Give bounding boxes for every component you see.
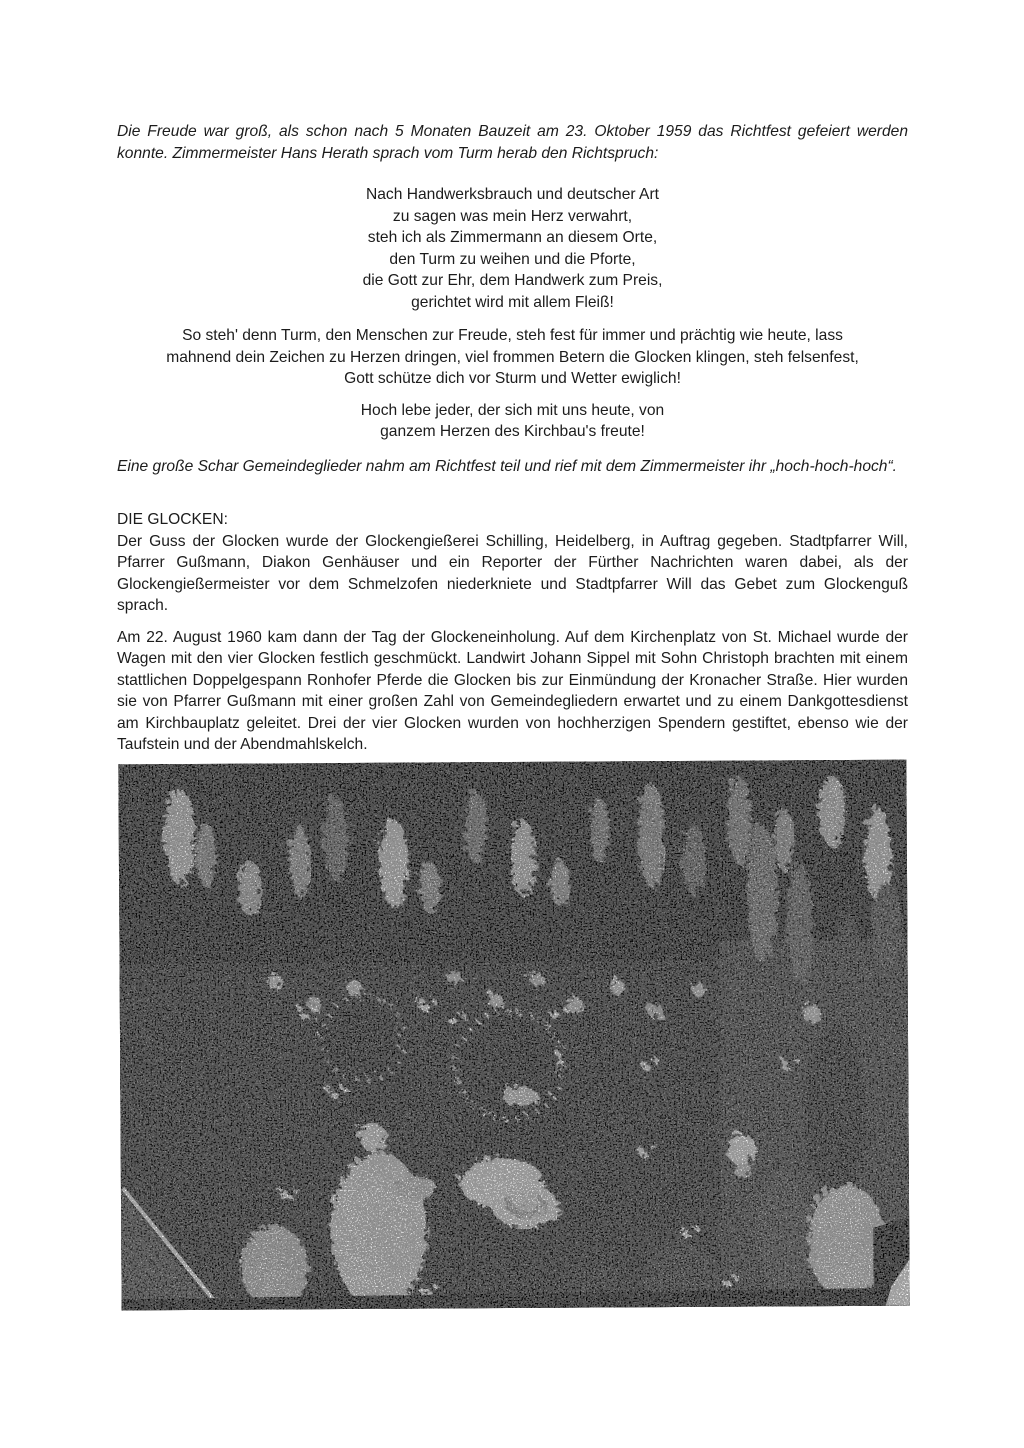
verse-line: Hoch lebe jeder, der sich mit uns heute, von	[360, 401, 665, 419]
verse-line: Nach Handwerksbrauch und deutscher Art	[366, 186, 659, 203]
glocken-paragraph: Der Guss der Glocken wurde der Glockengießerei Schilling, Heidelberg, in Auftrag gegeben. Stadtpfarrer Will, Pfarrer Gußmann, Diakon Genhäuser und ein Reporter der Fürther Nachrichten waren dabei, als der Glockengießermeister vor dem Schmelzofen niederkniete und Stadtpfarrer Will das Gebet zum Glockenguß sprach.	[117, 532, 908, 614]
verse-line: So steh' denn Turm, den Menschen zur Freude, steh fest für immer und prächtig wie heute, lass	[182, 327, 843, 344]
verse-line: gerichtet wird mit allem Fleiß!	[411, 293, 614, 311]
richtspruch-verse-3	[117, 400, 908, 443]
black-grain-overlay	[118, 759, 909, 1310]
richtspruch-verse-1	[117, 184, 908, 313]
verse-line: den Turm zu weihen und die Pforte,	[389, 250, 636, 268]
bells-crowd-photo	[118, 759, 909, 1310]
verse-line: steh ich als Zimmermann an diesem Orte,	[367, 229, 658, 246]
verse-line: zu sagen was mein Herz verwahrt,	[392, 207, 633, 225]
verse-line: Gott schütze dich vor Sturm und Wetter ewiglich!	[344, 370, 681, 387]
verse-line: mahnend dein Zeichen zu Herzen dringen, viel frommen Betern die Glocken klingen, steh felsenfest,	[166, 348, 859, 366]
richtspruch-verse-2	[117, 325, 908, 390]
august-paragraph: Am 22. August 1960 kam dann der Tag der Glockeneinholung. Auf dem Kirchenplatz von St. Michael wurde der Wagen mit den vier Glocken festlich geschmückt. Landwirt Johann Sippel mit Sohn Christoph brachten mit einem stattlichen Doppelgespann Ronhofer Pferde die Glocken bis zur Einmündung der Kronacher Straße. Hier wurden sie von Pfarrer Gußmann mit einer großen Zahl von Gemeindegliedern erwartet und zu einem Dankgottesdienst am Kirchbauplatz geleitet. Drei der vier Glocken wurden von hochherzigen Spendern gestiftet, ebenso wie der Taufstein und der Abendmahlskelch.	[117, 628, 908, 753]
glocken-heading: DIE GLOCKEN:	[117, 511, 228, 528]
closing-paragraph: Eine große Schar Gemeindeglieder nahm am Richtfest teil und rief mit dem Zimmermeister ihr „hoch-hoch-hoch“.	[117, 457, 897, 475]
intro-paragraph: Die Freude war groß, als schon nach 5 Monaten Bauzeit am 23. Oktober 1959 das Richtfest gefeiert werden konnte. Zimmermeister Hans Herath sprach vom Turm herab den Richtspruch:	[117, 123, 908, 162]
verse-line: die Gott zur Ehr, dem Handwerk zum Preis,	[362, 272, 663, 289]
halftone-photo-graphic	[118, 759, 909, 1310]
verse-line: ganzem Herzen des Kirchbau's freute!	[380, 423, 645, 440]
